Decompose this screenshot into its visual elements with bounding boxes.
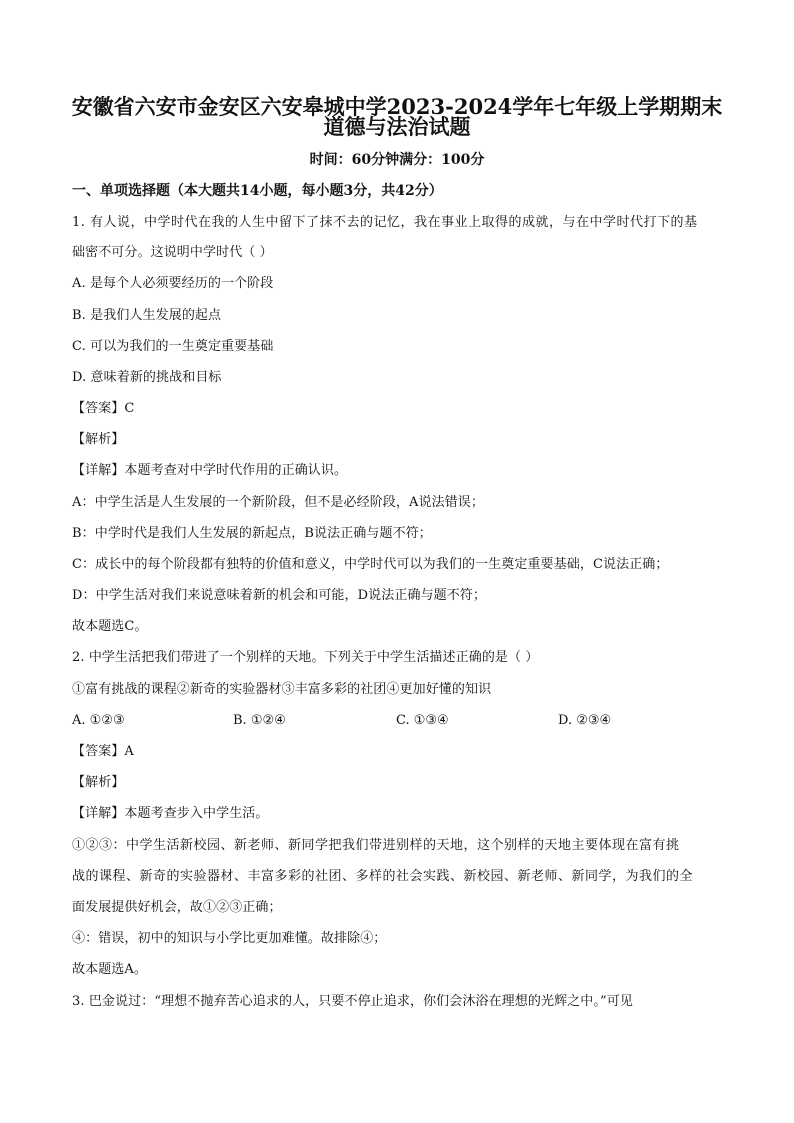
q1-option-b: B. 是我们人生发展的起点 [72,308,222,323]
section-heading: 一、单项选择题（本大题共14小题，每小题3分，共42分） [72,183,443,199]
q1-option-c: C. 可以为我们的一生奠定重要基础 [72,339,274,354]
q1-explanation-b: B：中学时代是我们人生发展的新起点，B说法正确与题不符； [72,526,432,541]
q2-explanation-line3: 面发展提供好机会，故①②③正确； [72,900,282,915]
q1-analysis-label: 【解析】 [72,432,125,447]
q2-explanation-line4: ④：错误，初中的知识与小学比更加难懂。故排除④； [72,931,387,946]
q1-explanation-a: A：中学生活是人生发展的一个新阶段，但不是必经阶段，A说法错误； [72,495,484,510]
q1-option-d: D. 意味着新的挑战和目标 [72,370,222,385]
q2-explanation-line2: 战的课程、新奇的实验器材、丰富多彩的社团、多样的社会实践、新校园、新老师、新同学，为我们的全 [72,869,694,884]
q2-analysis-label: 【解析】 [72,775,125,790]
q1-conclusion: 故本题选C。 [72,619,148,634]
q2-detail: 【详解】本题考查步入中学生活。 [72,806,269,821]
q1-answer: 【答案】C [72,401,135,416]
q1-detail: 【详解】本题考查对中学时代作用的正确认识。 [72,463,348,478]
q2-option-d: D. ②③④ [558,713,612,728]
q2-option-a: A. ①②③ [72,713,125,728]
q2-explanation-line1: ①②③：中学生活新校园、新老师、新同学把我们带进别样的天地，这个别样的天地主要体现在富有挑 [72,838,680,853]
document-title-line1: 安徽省六安市金安区六安皋城中学2023-2024学年七年级上学期期末 [71,94,723,119]
document-title-line2: 道德与法治试题 [323,114,471,139]
q2-items: ①富有挑战的课程②新奇的实验器材③丰富多彩的社团④更加好懂的知识 [72,682,492,697]
q1-stem-line2: 础密不可分。这说明中学时代（ ） [72,245,273,260]
q2-option-c: C. ①③④ [396,713,449,728]
q1-explanation-c: C：成长中的每个阶段都有独特的价值和意义，中学时代可以为我们的一生奠定重要基础，C说法正确； [72,557,669,572]
q2-answer: 【答案】A [72,744,134,759]
q2-option-b: B. ①②④ [233,713,286,728]
q2-stem: 2. 中学生活把我们带进了一个别样的天地。下列关于中学生活描述正确的是（ ） [72,650,539,665]
q2-conclusion: 故本题选A。 [72,962,147,977]
q3-stem-line1: 3. 巴金说过：“理想不抛弃苦心追求的人，只要不停止追求，你们会沐浴在理想的光辉之中。”可见 [72,994,633,1009]
q1-stem-line1: 1. 有人说，中学时代在我的人生中留下了抹不去的记忆，我在事业上取得的成就，与在中学时代打下的基 [72,215,698,230]
q1-option-a: A. 是每个人必须要经历的一个阶段 [72,276,274,291]
q1-explanation-d: D：中学生活对我们来说意味着新的机会和可能，D说法正确与题不符； [72,588,487,603]
exam-meta: 时间：60分钟满分：100分 [309,152,485,168]
